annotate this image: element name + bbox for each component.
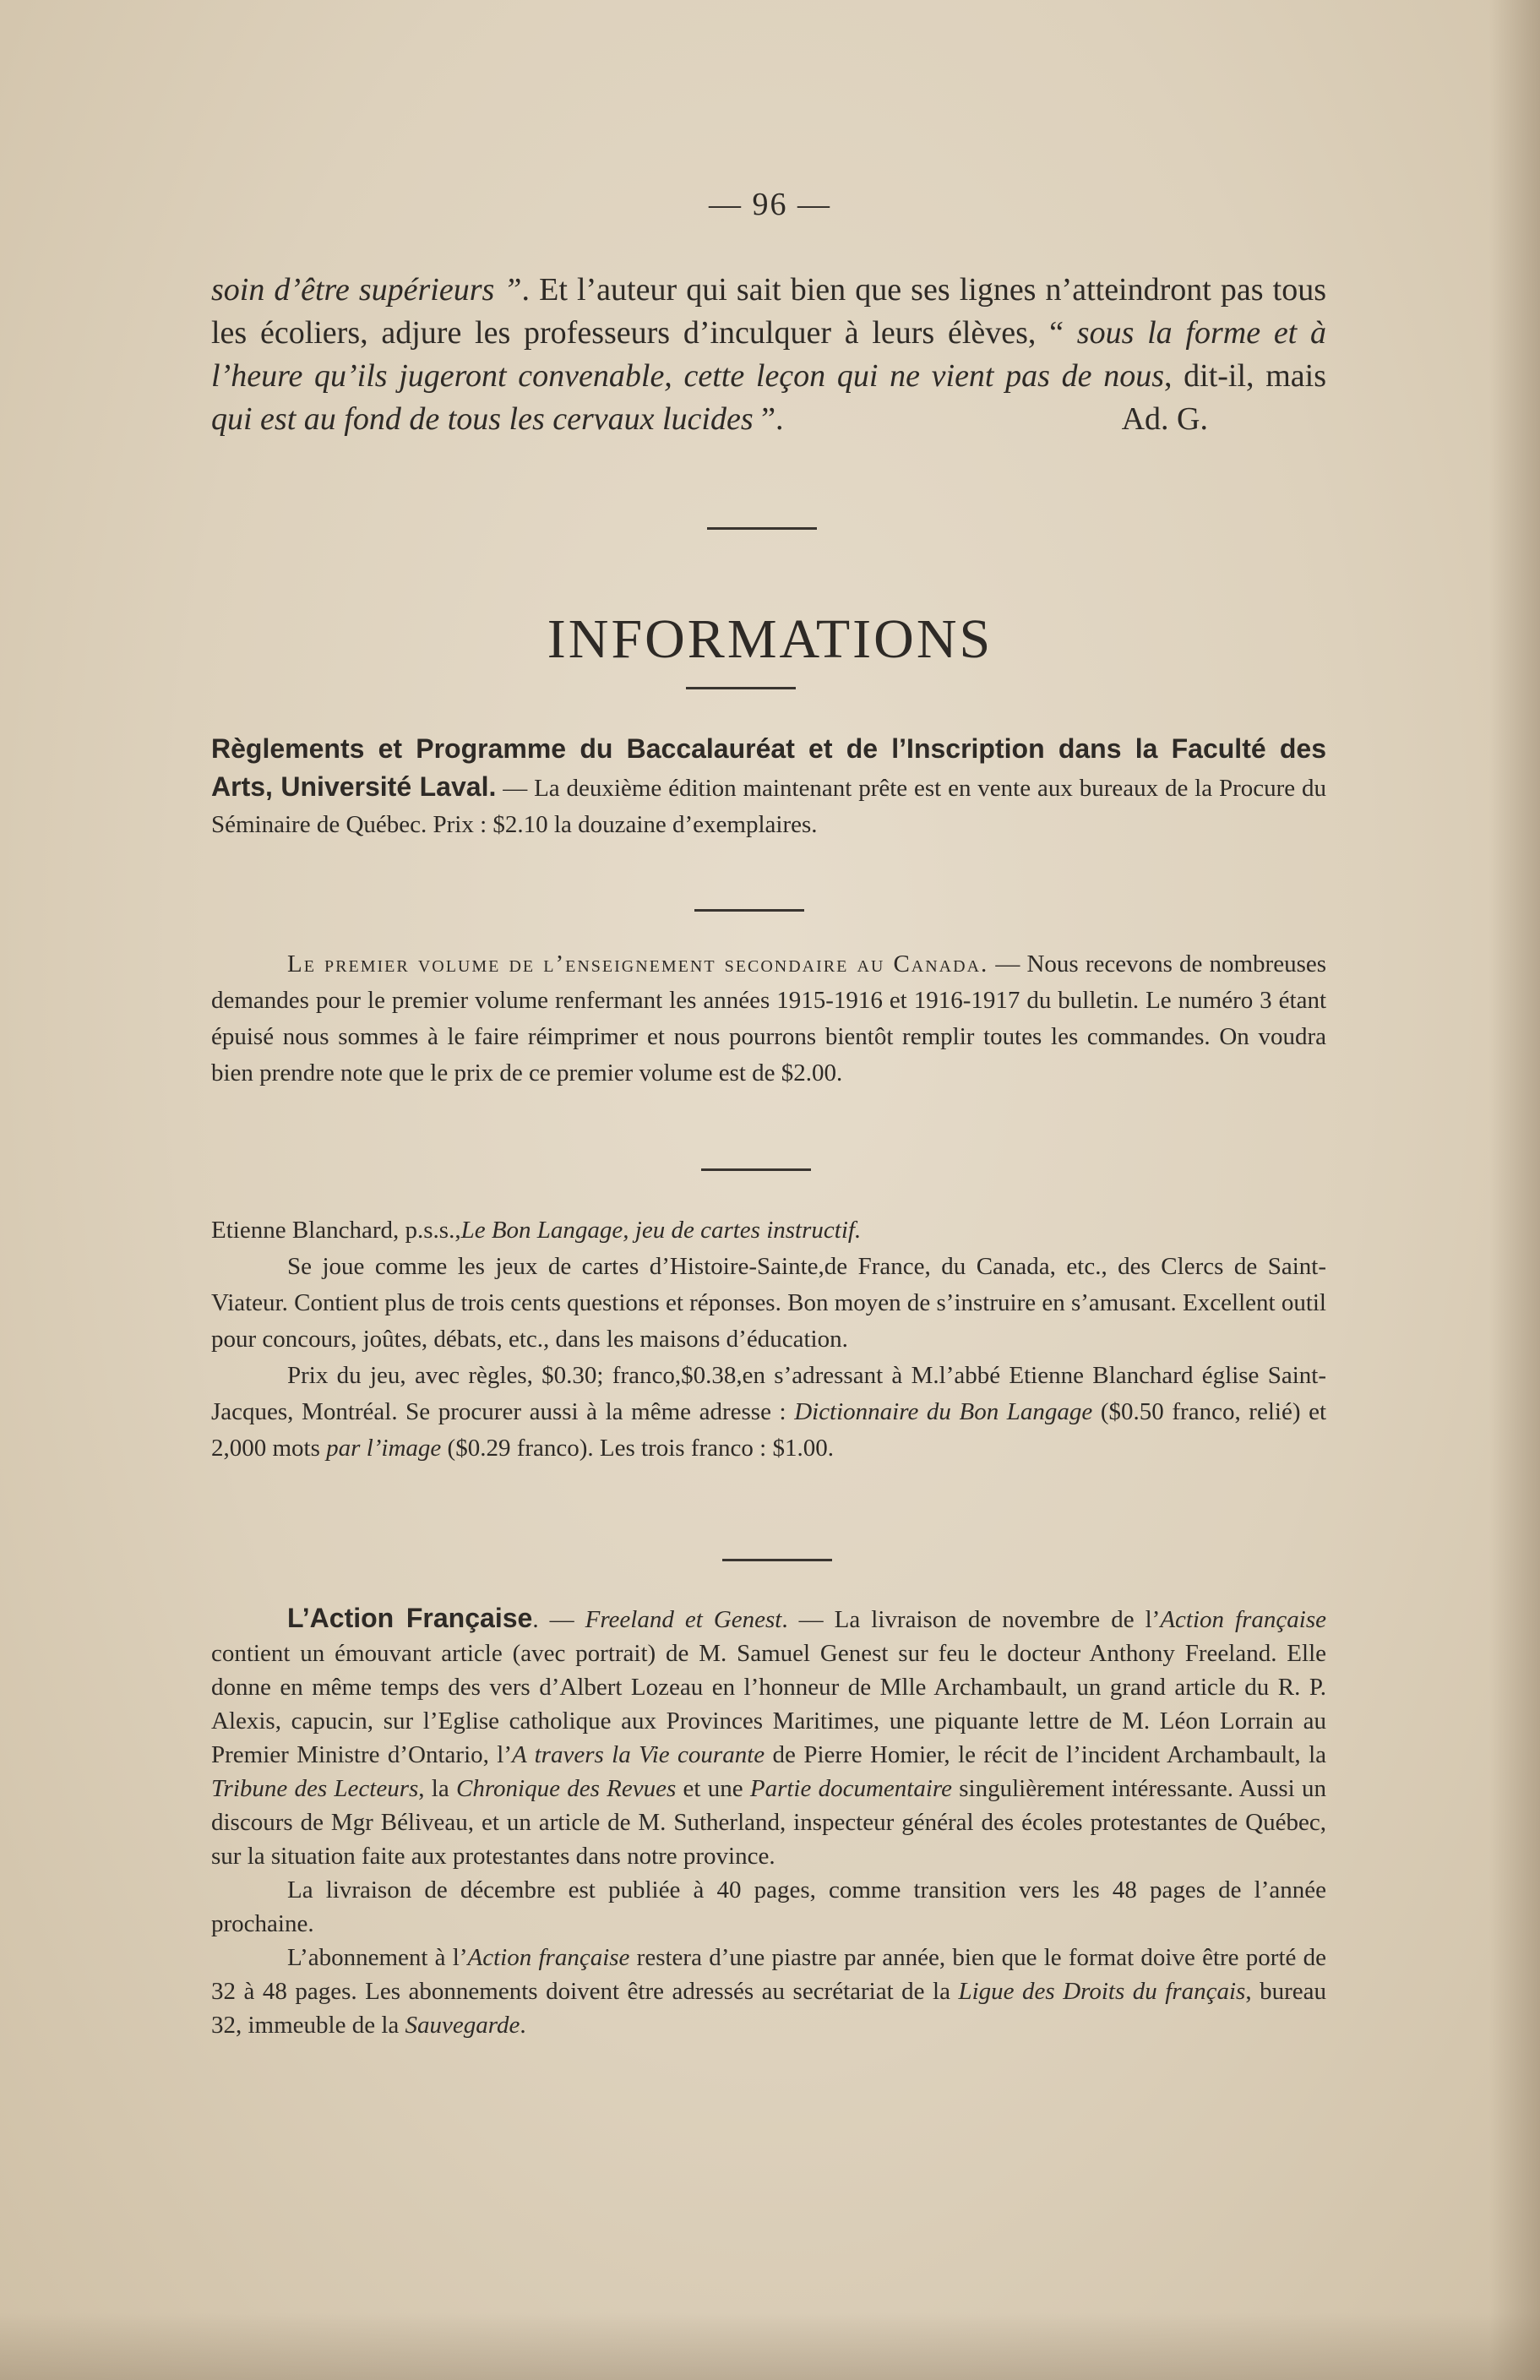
item-title: Règlements et Programme du Baccalauréat et de l’Inscription dans la Faculté des Arts, Université Laval. (211, 733, 1326, 802)
divider (707, 527, 817, 530)
divider (701, 1168, 811, 1171)
info-item-action-francaise: L’Action Française. — Freeland et Genest. — La livraison de novembre de l’Action française contient un émouvant article (avec portrait) de M. Samuel Genest sur feu le docteur Anthony Freeland. Elle donne en même temps des vers d’Albert Lozeau en l’honneur de Mlle Archambault, un grand article du R. P. Alexis, capucin, sur l’Eglise catholique aux Provinces Maritimes, une piquante lettre de M. Léon Lorrain au Premier Ministre d’Ontario, l’A travers la Vie courante de Pierre Homier, le récit de l’incident Archambault, la Tribune des Lecteurs, la Chronique des Revues et une Partie documentaire singulièrement intéressante. Aussi un discours de Mgr Béliveau, et un article de M. Sutherland, inspecteur général des écoles protestantes de Québec, sur la situation faite aux protestantes dans notre province. La livraison de décembre est publiée à 40 pages, comme transition vers les 48 pages de l’année prochaine. L’abonnement à l’Action française restera d’une piastre par année, bien que le format doive être porté de 32 à 48 pages. Les abonnements doivent être adressés au secrétariat de la Ligue des Droits du français, bureau 32, immeuble de la Sauvegarde. (211, 1603, 1327, 2039)
item-title: Le premier volume de l’enseignement secondaire au Canada. (287, 950, 989, 978)
page-bottom-shadow (0, 2312, 1540, 2380)
item-title: L’Action Française (287, 1603, 533, 1633)
info-item-premier-volume: Le premier volume de l’enseignement secondaire au Canada. — Nous recevons de nombreuses demandes pour le premier volume renfermant les années 1915-1916 et 1916-1917 du bulletin. Le numéro 3 étant épuisé nous sommes à le faire réimprimer et nous pourrons bientôt remplir toutes les commandes. On voudra bien prendre note que le prix de ce premier volume est de $2.00. (211, 950, 1327, 1087)
page-edge-shadow (1489, 0, 1540, 2380)
info-item-bon-langage: Etienne Blanchard, p.s.s.,Le Bon Langage, jeu de cartes instructif. Se joue comme les jeux de cartes d’Histoire-Sainte,de France, du Canada, etc., des Clercs de Saint-Viateur. Contient plus de trois cents questions et réponses. Bon moyen de s’instruire en s’amusant. Excellent outil pour concours, joûtes, débats, etc., dans les maisons d’éducation. Prix du jeu, avec règles, $0.30; franco,$0.38,en s’adressant à M.l’abbé Etienne Blanchard église Saint-Jacques, Montréal. Se procurer aussi à la même adresse : Dictionnaire du Bon Langage ($0.50 franco, relié) et 2,000 mots par l’image ($0.29 franco). Les trois franco : $1.00. (211, 1217, 1326, 1462)
divider (686, 687, 796, 689)
divider (722, 1559, 832, 1561)
section-heading: INFORMATIONS (547, 608, 993, 671)
page-number: — 96 — (709, 187, 831, 222)
divider (694, 909, 804, 912)
signature: Ad. G. (1121, 401, 1208, 437)
info-item-reglements: Règlements et Programme du Baccalauréat et de l’Inscription dans la Faculté des Arts, Université Laval. — La deuxième édition maintenant prête est en vente aux bureaux de la Procure du Séminaire de Québec. Prix : $2.10 la douzaine d’exemplaires. (211, 733, 1326, 838)
intro-paragraph: soin d’être supérieurs ”. Et l’auteur qui sait bien que ses lignes n’atteindront pas tous les écoliers, adjure les professeurs d’inculquer à leurs élèves, “ sous la forme et à l’heure qu’ils jugeront convenable, cette leçon qui ne vient pas de nous, dit-il, mais qui est au fond de tous les cervaux lucides ”. Ad. G. (211, 269, 1326, 441)
